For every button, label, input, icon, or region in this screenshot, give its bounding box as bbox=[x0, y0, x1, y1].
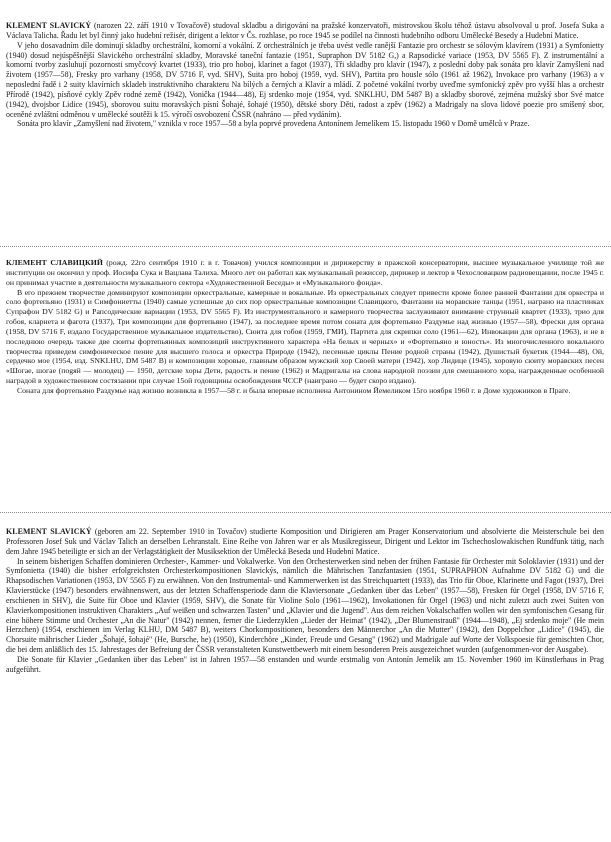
composer-name-german: KLEMENT SLAVICKÝ bbox=[6, 527, 92, 536]
section-divider bbox=[0, 246, 611, 247]
german-works-paragraph: In seinem bisherigen Schaffen dominieren Orchester-, Kammer- und Vokalwerke. Von den Orchesterwerken sind neben der frühen Fantasie für Orchester mit Soloklavier (1931) und der Symfonietta (1940) die bisher erfolgreichsten Orchesterkompositionen Slavickýs, nämlich die Mährischen Tanzfantasien (1951, SUPRAPHON Aufnahme DV 5182 G) und die Rhapsodischen Variationen (1953, DV 5565 F) zu erwähnen. Von den Instrumental- und Kammerwerken ist das Streichquartett (1933), das Trio für Oboe, Klarinette und Fagot (1937), Drei Klavierstücke (1947) besonders erwähnenswert, aus der letzten Schaffensperiode dann die Klaviersonate „Gedanken über das Leben" (1957—58), Fresken für Orgel (1958, DV 5716 F, erschienen in SHV), die Suite für Oboe und Klavier (1959, SHV), die Sonate für Violine Solo (1961—1962), Invokationen für Orgel (1963) und nicht zuletzt auch zwei Suiten von Klavierkompositionen instruktiven Charakters „Auf weißen und schwarzen Tasten" und „Klavier und die Jugend". Aus dem reichen Vokalschaffen wollen wir den symfonischen Gesang für eine höhere Stimme und Orchester „An die Natur" (1942) nennen, ferner die Liederzyklen „Lieder der Heimat" (1942), „Der Blumenstrauß" (1944—1948), „Ej srdenko moje" (He mein Herzchen) (1954, erschienen im Verlag KLHU, DM 5487 B), weiters Chorkompositionen, besonders den Männerchor „An die Mutter" (1942), den Doppelchor „Lidice" (1945), die Chorsuite mährischer Lieder „Šohajé, šohajé" (He, Bursche, he) (1950), Kinderchöre „Kinder, Freude und Gesang" (1962) und Madrigale auf Worte der Volkspoesie für gemischten Chor, die bei dem anläßlich des 15. Jahrestages der Befreiung der ČSSR veranstalteten Kunstwettbewerb mit einem besonderen Preis ausgezeichnet wurden (aufgenommen-vor der Ausgabe). bbox=[6, 556, 604, 655]
german-intro-paragraph bbox=[6, 527, 604, 557]
czech-intro-paragraph bbox=[6, 21, 604, 41]
russian-section bbox=[6, 258, 604, 396]
composer-name-czech: KLEMENT SLAVICKÝ bbox=[6, 21, 92, 30]
composer-name-russian: КЛЕМЕНТ СЛАВИЦКИЙ bbox=[6, 258, 103, 267]
russian-intro-text: (рожд. 22го сентября 1910 г. в г. Товачов) учился композиции и дирижерству в пражской консерватории, высшее музыкальное училище той же институции он окончил у проф. Иосифа Сука и Вацлава Талиха. Много лет он работал как музыкальный режиссер, дирижер и лектор в Чехословацком радиовещании, после 1945 г. он принимал участие в деятельности музыкального сектора «Художественной Беседы» и «Музыкального фонда». bbox=[6, 258, 604, 287]
german-intro-text: (geboren am 22. September 1910 in Tovačov) studierte Komposition und Dirigieren am Prager Konservatorium und absolvierte die Meisterschule bei den Professoren Josef Suk und Václav Talich an derselben Lehranstalt. Eine Reihe von Jahren war er als Musikregisseur, Dirigent und Lektor im Tschechoslowakischen Rundfunk tätig, nach dem Jahre 1945 beteiligte er sich an der Verlagstätigkeit der Musiksektion der Umělecká Beseda und Hudební Matice. bbox=[6, 527, 604, 556]
german-sonata-paragraph: Die Sonate für Klavier „Gedanken über das Leben" ist in Jahren 1957—58 enstanden und wurde erstmalig von Antonín Jemelík am 15. November 1960 im Künstlerhaus in Prag aufgeführt. bbox=[6, 654, 604, 674]
russian-intro-paragraph bbox=[6, 258, 604, 288]
czech-intro-text: (narozen 22. září 1910 v Tovačově) studoval skladbu a dirigování na pražské konzervatoři, mistrovskou školu téhož ústavu absolvoval u prof. Josefa Suka a Václava Talicha. Řadu let byl činný jako hudební režisér, dirigent a lektor v Čs. rozhlase, po roce 1945 se podílel na činnosti hudebního odboru Umělecké Besedy a Hudební Matice. bbox=[6, 21, 604, 40]
section-divider bbox=[0, 512, 611, 513]
russian-sonata-paragraph: Соната для фортепьяно Раздумье над жизню возникла в 1957—58 г. и была впервые исполнена Антонином Йемеликом 15го ноября 1960 г. в Доме художников в Праге. bbox=[17, 385, 571, 395]
russian-works-paragraph: В его прежнем творчестве доминируют композиции оркестральные, камерные и вокальные. Из оркестральных следует привести кроме более ранней Фантазии для оркестра и соло фортепьяно (1931) и Симфониетты (1940) самые успешные до сих пор оркестральные композиции Славицкого, Фантазии на моравские танцы (1951, награно на пластинках Супрафон DV 5182 G) и Рапсодические вариации (1953, DV 5565 F). Из инструментального и камерного творчества заслуживают внимание струнный квартет (1933), трио для гобоя, кларнета и фагота (1937), Три композиции для фортепьяно (1947), за последнее время потом соната для фортепьяно Раздумье над жизнью (1957—58), Фрески для органа (1958, DV 5716 F, издало Государственное музыкальное издательство), Сюита для гобоя (1959, ГМИ), Партита для скрипки соло (1961—62), Инвокации для органа (1963), и не в последнюю очередь также две сюиты фортепьянных композиций инструктивного характера «На белых и черных» и «Фортепьяно и юность». Из многочисленного вокального творчества приведем симфоническое пение для высшего голоса и оркестра Природе (1942), песенные циклы Пение родной страны (1942), Душистый букетик (1944—48), Ой, сердечко мое (1954, изд. SNKLHU, DM 5487 B) и композиции хоровые, главным образом мужский хор Своей матери (1942), хор Лидице (1945), хоровую сюиту моравских песен «Шогае, шогае (пogяй — молодец) — 1950, детские хоры Дети, радость и пение (1962) и Мадригалы на слова народной поэзии для смешанного хора, награжденные особенной наградой в художественном состязании при случае 15ой годовщины освобождения ЧССР (наиграно — будет скоро издано). bbox=[6, 287, 604, 386]
czech-works-paragraph: V jeho dosavadním díle dominují skladby orchestrální, komorní a vokální. Z orchestrálních je třeba uvést vedle ranější Fantazie pro orchestr se sólovým klavírem (1931) a Symfonietty (1940) dosud nejúspěšnější Slavického orchestrální skladby, Moravské taneční fantazie (1951, Supraphon DV 5182 G,) a Rapsodické variace (1953, DV 5565 F). Z instrumentální a komorní tvorby zasluhují pozornosti smyčcový kvartet (1933), trio pro hoboj, klarinet a fagot (1937), Tři skladby pro klavír (1947), z poslední doby pak sonáta pro klavír Zamyšlení nad životem (1957—58), Fresky pro varhany (1958, DV 5716 F, vyd. SHV), Suita pro hoboj (1959, vyd. SHV), Partita pro housle sólo (1961 až 1962), Invokace pro varhany (1963) a v neposlední řadě i 2 suity klavírních skladeb instruktivního charakteru Na bílých a černých a Klavír a mládí. Z početné vokální tvorby uveďme symfonický zpěv pro vyšší hlas a orchestr Přírodě (1942), písňové cykly Zpěv rodné země (1942), Vonička (1944—48), Ej srdenko moje (1954, vyd. SNKLHU, DM 5487 B) a skladby sborové, zejména mužský sbor Své matce (1942), dvojsbor Lidice (1945), sborovou suitu moravských písní Šohajé, šohajé (1950), dětské sbory Děti, radost a zpěv (1962) a Madrigaly na slova lidové poezie pro smíšený sbor, oceněné zvláštní odměnou v umělecké soutěži k 15. výročí osvobození ČSSR (nahráno — před vydáním). bbox=[6, 40, 604, 119]
czech-section bbox=[6, 21, 604, 129]
czech-sonata-paragraph: Sonáta pro klavír „Zamyšlení nad životem," vznikla v roce 1957—58 a byla poprvé provedena Antonínem Jemelíkem 15. listopadu 1960 v Domě umělců v Praze. bbox=[17, 119, 530, 129]
german-section bbox=[6, 527, 604, 675]
